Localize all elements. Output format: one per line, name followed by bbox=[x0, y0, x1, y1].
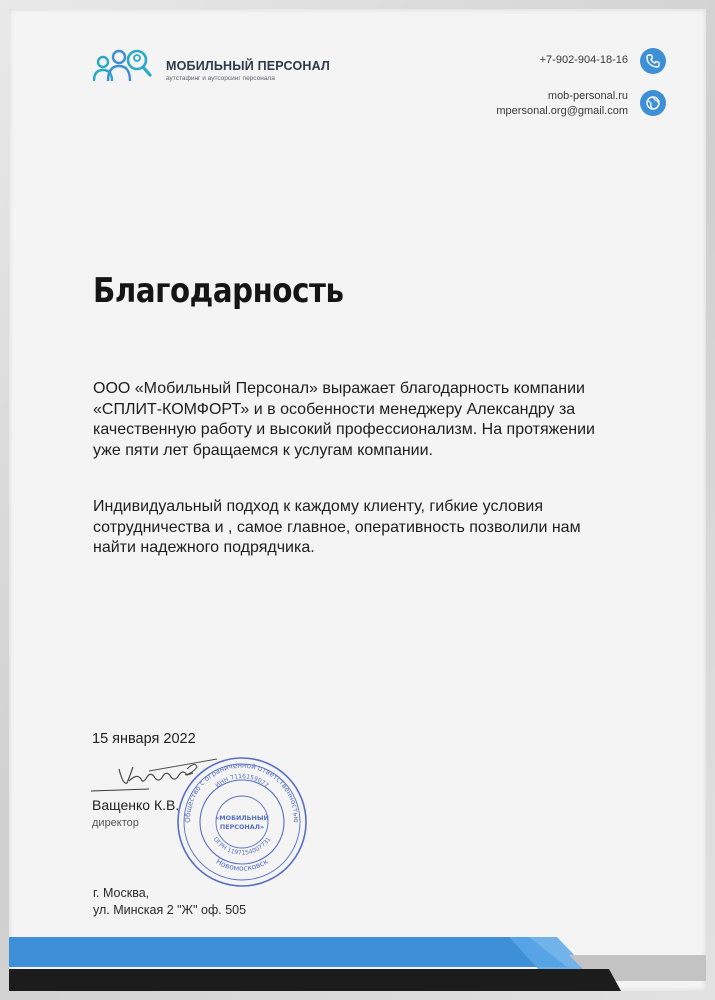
phone-number[interactable]: +7-902-904-18-16 bbox=[539, 54, 628, 66]
email-link[interactable]: mpersonal.org@gmail.com bbox=[496, 105, 628, 117]
letter-title: Благодарность bbox=[93, 271, 344, 311]
letter-sheet bbox=[9, 9, 706, 991]
company-logo bbox=[93, 45, 353, 95]
people-search-icon bbox=[93, 45, 161, 85]
stamp-center-line: «МОБИЛЬНЫЙ bbox=[215, 814, 269, 822]
svg-text:ОГРН 1197154007731 bbox=[212, 836, 273, 857]
footer-stripe-dark bbox=[9, 969, 621, 991]
globe-icon bbox=[640, 90, 666, 116]
letter-paragraph-1: ООО «Мобильный Персонал» выражает благодарность компании «СПЛИТ-КОМФОРТ» и в особенности менеджеру Александру за качественную работу и высокий профессионализм. На протяжении уже пяти лет бращаемся к услугам компании. bbox=[93, 380, 595, 459]
stamp-outer-text: Общество с ограниченной ответственностью bbox=[183, 761, 301, 823]
letter-paragraph-2: Индивидуальный подход к каждому клиенту, гибкие условия сотрудничества и , самое главное, оперативность позволили нам найти надежного подрядчика. bbox=[93, 498, 581, 556]
stamp-center-line: ПЕРСОНАЛ» bbox=[219, 823, 265, 831]
website-link[interactable]: mob-personal.ru bbox=[547, 90, 628, 102]
contact-web-block bbox=[496, 89, 628, 119]
letter-date: 15 января 2022 bbox=[92, 731, 196, 747]
stamp-city: Новомосковск bbox=[214, 856, 270, 873]
address-city: г. Москва, bbox=[93, 886, 150, 900]
address-street: ул. Минская 2 "Ж" оф. 505 bbox=[93, 903, 247, 917]
company-tagline: аутстафинг и аутсорсинг персонала bbox=[166, 75, 275, 82]
footer-stripe-blue bbox=[9, 937, 567, 967]
phone-icon bbox=[640, 48, 666, 74]
company-stamp bbox=[174, 754, 310, 890]
svg-text:ИНН 7116159077 bbox=[214, 773, 270, 789]
company-name: МОБИЛЬНЫЙ ПЕРСОНАЛ bbox=[166, 59, 330, 73]
footer-stripes bbox=[9, 929, 706, 991]
stamp-inn: ИНН 7116159077 bbox=[214, 773, 270, 790]
stamp-ogrn: ОГРН 1197154007731 bbox=[211, 835, 273, 857]
stamp-center-text bbox=[215, 813, 269, 831]
signer-role: директор bbox=[92, 817, 139, 829]
signer-name: Ващенко К.В. bbox=[92, 797, 180, 813]
